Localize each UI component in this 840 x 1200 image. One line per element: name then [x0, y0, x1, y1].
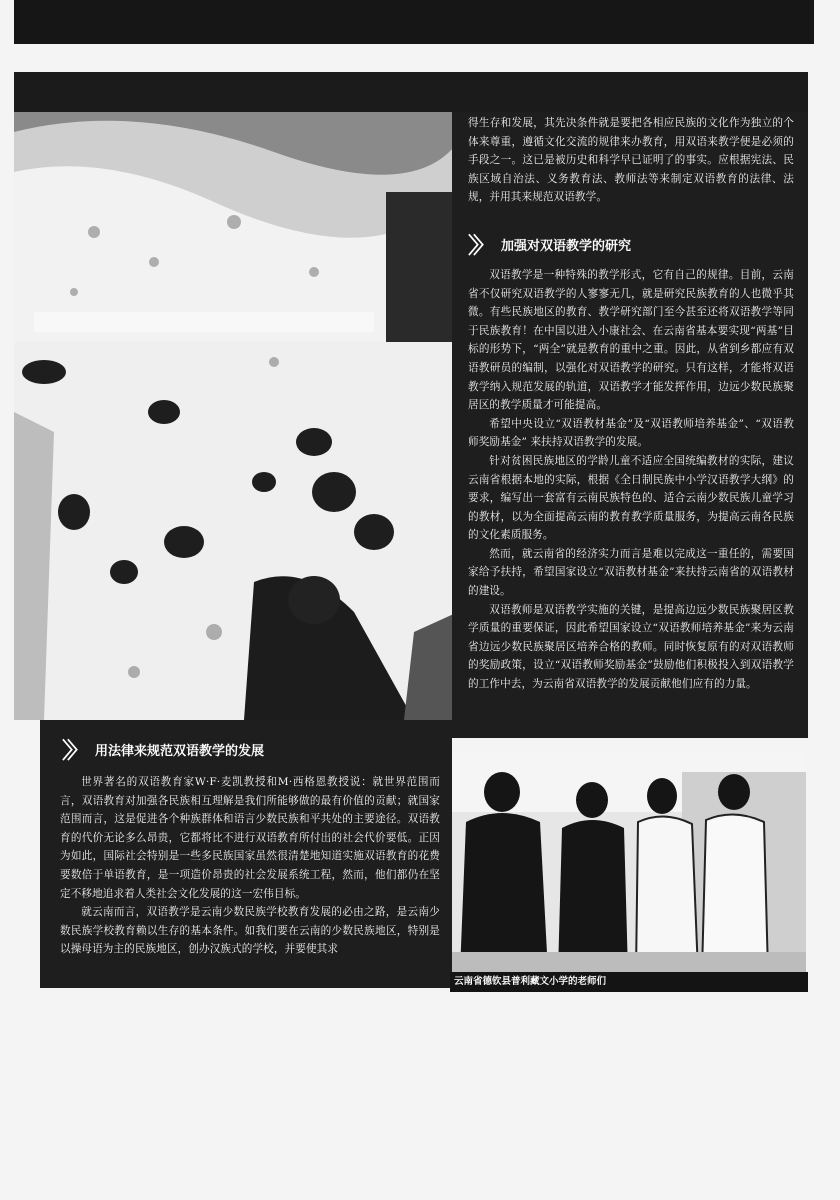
header-band [14, 72, 808, 112]
double-chevron-icon: 〉〉 [468, 233, 490, 259]
paragraph: 针对贫困民族地区的学龄儿童不适应全国统编教材的实际，建议云南省根据本地的实际，根据《全日制民族中小学汉语教学大纲》的要求，编写出一套富有云南民族特色的、适合云南少数民族儿童学习的教材，以为全面提高云南的教育教学质量服务，为提高云南各民族的文化素质服务。 [468, 454, 794, 542]
paragraph: 就云南而言，双语教学是云南少数民族学校教育发展的必由之路，是云南少数民族学校教育赖以生存的基本条件。如我们要在云南的少数民族地区，特别是以操母语为主的民族地区，创办汉族式的学校，并要使其求 [60, 906, 440, 956]
left-text-panel [40, 720, 452, 988]
classroom-photo [14, 112, 458, 720]
double-chevron-icon: 〉〉 [62, 739, 84, 764]
teachers-photo-image [452, 752, 806, 990]
intro-continuation: 得生存和发展，其先决条件就是要把各相应民族的文化作为独立的个体来尊重，遵循文化交流的规律来办教育，用双语来教学便是必须的手段之一。这已是被历史和科学早已证明了的事实。应根据宪法、民族区域自治法、义务教育法、教师法等来制定双语教育的法律、法规，并用其来规范双语教学。 [468, 117, 794, 204]
section-heading-law [62, 734, 452, 765]
right-text-panel [452, 112, 808, 738]
top-black-bar [14, 0, 814, 44]
photo-caption: 云南省德钦县普利藏文小学的老师们 [450, 972, 808, 992]
paragraph: 双语教学是一种特殊的教学形式，它有自己的规律。目前，云南省不仅研究双语教学的人寥寥无几，就是研究民族教育的人也微乎其微。有些民族地区的教育、教学研究部门至今甚至还将双语教学等同于民族教育！在中国以进入小康社会、在云南省基本要实现“两基”目标的形势下，“两全”就是教育的重中之重。因此，从省到乡都应有双语教研员的编制，以强化对双语教学的研究。只有这样，才能将双语教学纳入规范发展的轨道，双语教学才能发挥作用，边远少数民族聚居区的教学质量才可能提高。 [468, 268, 794, 412]
paragraph: 世界著名的双语教育家W·F·麦凯教授和M·西格恩教授说：就世界范围而言，双语教育对加强各民族相互理解是我们所能够做的最有价值的贡献；就国家范围而言，这是促进各个种族群体和语言少数民族和平共处的主要途径。双语教育的代价无论多么昂贵，它都将比不进行双语教育所付出的社会代价要低。正因为如此，国际社会特别是一些多民族国家虽然很清楚地知道实施双语教育的花费要数倍于单语教育，是一项造价昂贵的社会发展系统工程，然而，他们都仍在坚定不移地追求着人类社会文化发展的这一宏伟目标。 [60, 776, 440, 900]
paragraph: 然而，就云南省的经济实力而言是难以完成这一重任的，需要国家给予扶持，希望国家设立“双语教材基金”来扶持云南省的双语教材的建设。 [468, 547, 794, 598]
paragraph: 希望中央设立“双语教材基金”及“双语教师培养基金”、“双语教师奖励基金” 来扶持双语教学的发展。 [468, 417, 794, 449]
section-heading-text: 用法律来规范双语教学的发展 [95, 744, 265, 759]
teachers-photo [452, 752, 806, 990]
section-heading-text: 加强对双语教学的研究 [501, 238, 632, 254]
classroom-photo-image [14, 112, 458, 720]
section-heading-research [468, 229, 808, 260]
paragraph: 双语教师是双语教学实施的关键，是提高边远少数民族聚居区教学质量的重要保证，因此希望国家设立“双语教师培养基金”来为云南省边远少数民族聚居区培养合格的教师。同时恢复原有的对双语教师的奖励政策，设立“双语教师奖励基金”鼓励他们积极投入到双语教学的工作中去，为云南省双语教学的发展贡献他们应有的力量。 [468, 603, 794, 691]
